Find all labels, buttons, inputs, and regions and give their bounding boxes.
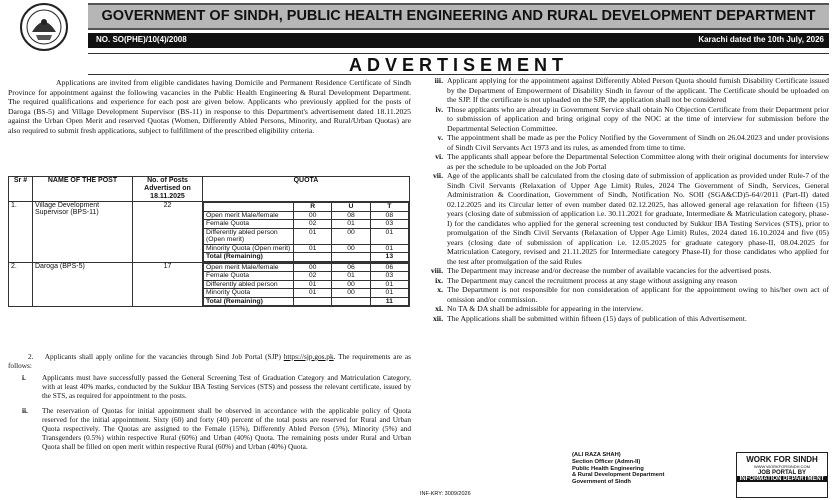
quota-row [204, 272, 409, 281]
list-item [419, 285, 829, 304]
quota-r: 01 [294, 244, 332, 253]
quota-t: 03 [370, 272, 408, 281]
quota-t: 03 [370, 220, 408, 229]
list-item [419, 133, 829, 152]
quota-r: 00 [294, 263, 332, 272]
item-text: Age of the applicants shall be calculated from the closing date of submission of application as provided under Rule-7 of the Sindh Civil Servants (Relaxation of Upper Age Limit) Rules, 2024 The Government of Sindh, Services, General Administration & Coordination, Government of Sindh, Notification No. SOII (SGA&CD)5-64//2011 (Part-II) dated 02.12.2025 and its Circular letter of even number dated 02.12.2025, has allowed general age relaxation for fifteen (15) years (closing date of submission of application i.e. 30.11.2021 for graduate, Intermediate & Matriculation category, phase-I) for the candidates who applied for the general screening test conducted by Sukkur IBA Testing Services (STS), prior to promulgation of the Sindh Civil Servants (Relaxation of Upper Age Limit) Rules, 2024 dated 16.10.2024 and five (05) years (closing date of submission of application i.e. 12.05.2025 for graduate category phase-II, 08.04.2025 for Matriculation Category, revised and 21.11.2025 for Intermediate category Phase-II) for those candidates who applied for the test after promulgation of the said Rules [447, 171, 829, 266]
quota-row [204, 280, 409, 289]
badge-title: WORK FOR SINDH [746, 455, 818, 464]
quota-u: 01 [332, 220, 370, 229]
signature-block [572, 452, 664, 486]
quota-label: Female Quota [204, 272, 294, 281]
item-number: i. [22, 373, 26, 382]
item-text: The Department may cancel the recruitment process at any stage without assigning any reason [447, 275, 738, 285]
item-number: xi. [435, 304, 443, 313]
item-number: iv. [435, 104, 443, 114]
quota-u: 06 [332, 263, 370, 272]
sjp-link[interactable]: https://sjp.gos.pk [283, 352, 334, 361]
quota-u: 00 [332, 280, 370, 289]
quota-label: Open merit Male/female [204, 211, 294, 220]
row-post: Daroga (BPS-5) [33, 262, 133, 307]
item-text: The applicants shall appear before the Departmental Selection Committee along with their original documents for interview as per the schedule to be uploaded on the Job Portal [447, 152, 829, 171]
quota-t: 08 [370, 211, 408, 220]
quota-r: 01 [294, 228, 332, 244]
item-number: x. [437, 285, 443, 294]
quota-r: 02 [294, 272, 332, 281]
col-header-quota: QUOTA [203, 177, 410, 202]
item-text: Applicant applying for the appointment against Differently Abled Person Quota should furnish Disability Certificate issued by the Department of Empowerment of Disability Sindh in favour of the applicant. The Certificate should be uploaded on the SJP. If the certificate is not uploaded on the SJP, the application shall not be considered [447, 76, 829, 104]
quota-u [332, 297, 370, 306]
signatory-line: & Rural Development Department [572, 472, 665, 479]
table-row [9, 202, 410, 263]
quota-r: 01 [294, 289, 332, 298]
signatory-line: Section Officer (Admn-II) [572, 458, 641, 465]
col-header-post: NAME OF THE POST [33, 177, 133, 202]
quota-label: Minority Quota [204, 289, 294, 298]
conditions-section [419, 76, 829, 323]
item-text: The Department may increase and/or decrease the number of available vacancies for the advertised posts. [447, 266, 772, 275]
item-text: Those applicants who are already in Government Service shall obtain No Objection Certificate from their Department prior to submission of application and bring original copy of the NOC at the time of interview for submission before the Departmental Selection Committee. [447, 104, 829, 133]
list-item [419, 152, 829, 171]
inf-number: INF-KRY: 3009/2026 [420, 491, 471, 497]
badge-url: WWW.WORKFORSINDH.COM [754, 464, 810, 469]
quota-row [204, 211, 409, 220]
quota-u [332, 253, 370, 262]
para-2-number: 2. [28, 352, 34, 361]
row-sr: 1. [9, 202, 33, 263]
issue-date: Karachi dated the 10th July, 2026 [698, 35, 824, 44]
quota-t: 01 [370, 228, 408, 244]
intro-paragraph: Applications are invited from eligible candidates having Domicile and Permanent Residence Certificate of Sindh Province for appointment against the following vacancies in the Public Health Engineering & Rural Development Department. The required qualifications and experience for each post are given below. Applicants who previously applied for the posts of Daroga (BS-5) and Village Development Supervisor (BS-11) in response to this Department's advertisement dated 18.11.2025 against the Urban Open Merit and reserved Quotas (Women, Differently Abled Persons, Minority, and Rural/Urban Quotas) are also required to submit fresh applications, subject to fulfillment of the prescribed eligibility criteria. [8, 78, 411, 135]
header [0, 0, 832, 75]
quota-total-row [204, 297, 409, 306]
reference-number: NO. SO(PHE)/10(4)/2008 [96, 35, 187, 44]
quota-subtable [203, 263, 409, 307]
quota-subtable [203, 202, 409, 262]
department-title: GOVERNMENT OF SINDH, PUBLIC HEALTH ENGINEERING AND RURAL DEVELOPMENT DEPARTMENT [88, 3, 829, 30]
quota-r [294, 297, 332, 306]
quota-r: 00 [294, 211, 332, 220]
quota-col-u: U [332, 203, 370, 212]
quota-u: 08 [332, 211, 370, 220]
quota-t: 01 [370, 289, 408, 298]
col-header-count: No. of Posts Advertised on 18.11.2025 [133, 177, 203, 202]
table-header-row [9, 177, 410, 202]
list-item [8, 373, 411, 400]
list-item [419, 276, 829, 286]
government-of-sindh-emblem-icon [6, 2, 82, 52]
badge-line: INFORMATION DEPARTMENT [737, 476, 827, 482]
signatory-line: Government of Sindh [572, 479, 631, 486]
list-item [419, 105, 829, 134]
quota-row [204, 263, 409, 272]
quota-label: Differently abled person (Open merit) [204, 228, 294, 244]
signatory-name: (ALI RAZA SHAH) [572, 452, 621, 458]
quota-label: Total (Remaining) [204, 253, 294, 262]
item-text: The reservation of Quotas for initial appointment shall be observed in accordance with the applicable policy of Quota reserved for the initial appointment. Sixty (60) and forty (40) percent of the total posts are reserved for Rural and Urban Quota respectively. The Quotas are assigned to the Female (15%), Differently Abled Person (5%), Minority (5%) and Transgenders (0.5%) within respective Rural (60%) and Urban (40%) Quota. The remaining posts under Rural and Urban Quota shall be filled on open merit within respective Rural (60%) and Urban (40%) Quota. [42, 406, 411, 451]
item-number: viii. [430, 266, 443, 275]
quota-col-t: T [370, 203, 408, 212]
quota-col-r: R [294, 203, 332, 212]
para-2-text: Applicants shall apply online for the vacancies through Sind Job Portal (SJP) [44, 352, 281, 361]
item-text: Applicants must have successfully passed the General Screening Test of Graduation Category and Matriculation Category, with at least 40% marks, conducted by the Sukkur IBA Testing Services (STS) and possess the relevant certificate, issued by the STS, as required for appointment to the posts. [42, 373, 411, 400]
quota-label: Open merit Male/female [204, 263, 294, 272]
quota-label: Total (Remaining) [204, 297, 294, 306]
table-row [9, 262, 410, 307]
requirements-section [8, 352, 411, 451]
row-count: 22 [133, 202, 203, 263]
item-text: The Applications shall be submitted within fifteen (15) days of publication of this Advertisement. [447, 313, 747, 323]
list-item [419, 76, 829, 105]
quota-u: 01 [332, 272, 370, 281]
item-text: The Department is not responsible for non consideration of applicant for the appointment owing to his/her own act of omission and/or commission. [447, 285, 829, 304]
quota-label: Minority Quota (Open merit) [204, 244, 294, 253]
advertisement-heading: ADVERTISEMENT [348, 55, 568, 75]
quota-row [204, 220, 409, 229]
item-number: iii. [434, 76, 443, 85]
quota-u: 00 [332, 244, 370, 253]
para-2-tail: . The requirements are as follows: [8, 352, 412, 370]
signatory-line: Public Health Engineering [572, 465, 644, 472]
reference-bar [88, 33, 829, 48]
quota-t: 01 [370, 280, 408, 289]
quota-total-row [204, 253, 409, 262]
quota-r: 02 [294, 220, 332, 229]
quota-r: 01 [294, 280, 332, 289]
para-2 [8, 352, 411, 370]
item-number: ii. [22, 406, 28, 415]
quota-label: Female Quota [204, 220, 294, 229]
list-item [8, 406, 411, 451]
list-item [419, 314, 829, 324]
col-header-sr: Sr # [9, 177, 33, 202]
quota-row [204, 228, 409, 244]
list-item [419, 266, 829, 276]
quota-r [294, 253, 332, 262]
quota-t: 01 [370, 244, 408, 253]
quota-t: 06 [370, 263, 408, 272]
quota-row [204, 289, 409, 298]
row-post: Village Development Supervisor (BPS-11) [33, 202, 133, 263]
quota-u: 00 [332, 228, 370, 244]
row-count: 17 [133, 262, 203, 307]
list-item [419, 171, 829, 266]
item-number: vi. [435, 152, 443, 161]
quota-label: Differently abled person [204, 280, 294, 289]
advertisement-banner [88, 53, 829, 75]
quota-u: 00 [332, 289, 370, 298]
list-item [419, 304, 829, 314]
item-number: vii. [432, 171, 443, 180]
item-number: xii. [432, 313, 443, 323]
item-text: No TA & DA shall be admissible for appearing in the interview. [447, 304, 644, 313]
item-text: The appointment shall be made as per the Policy Notified by the Government of Sindh on 26.04.2023 and under provisions of Sindh Civil Servants Act 1973 and its rules, as amended from time to time. [447, 133, 829, 152]
vacancy-table [8, 176, 410, 307]
quota-t: 11 [370, 297, 408, 306]
item-number: ix. [435, 275, 443, 285]
row-sr: 2. [9, 262, 33, 307]
badge-line: JOB PORTAL BY [757, 470, 807, 476]
intro-section [8, 78, 411, 136]
quota-row [204, 244, 409, 253]
item-number: v. [437, 133, 443, 142]
quota-t: 13 [370, 253, 408, 262]
work-for-sindh-badge [736, 452, 828, 498]
